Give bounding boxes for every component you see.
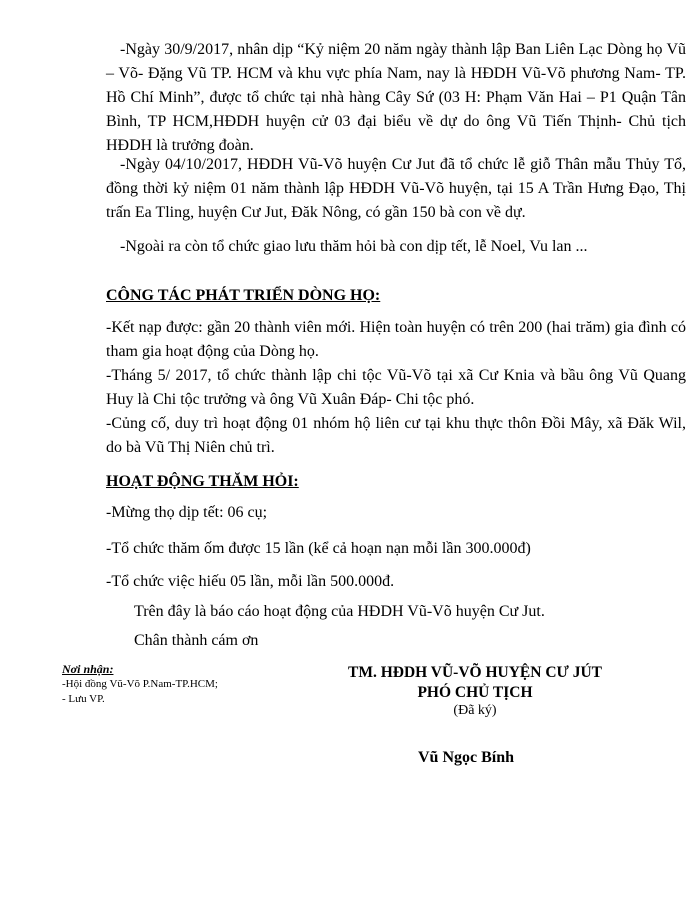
closing-thanks: Chân thành cám ơn (134, 632, 259, 649)
closing-summary: Trên đây là báo cáo hoạt động của HĐDH Vũ-Võ huyện Cư Jut. (134, 603, 545, 620)
signature-note: (Đã ký) (453, 703, 497, 718)
development-item-2: -Tháng 5/ 2017, tổ chức thành lập chi tộc Vũ-Võ tại xã Cư Knia và bầu ông Vũ Quang Huy là Chi tộc trưởng và ông Vũ Xuân Đáp- Chi tộc phó. (106, 367, 686, 408)
visits-item-1: -Mừng thọ dịp tết: 06 cụ; (106, 504, 268, 521)
signature-name: Vũ Ngọc Bính (418, 749, 515, 766)
visits-item-3: -Tổ chức việc hiếu 05 lần, mỗi lần 500.000đ. (106, 573, 395, 590)
paragraph-other-activities: -Ngoài ra còn tổ chức giao lưu thăm hỏi bà con dịp tết, lễ Noel, Vu lan ... (120, 238, 588, 255)
visits-item-2: -Tổ chức thăm ốm được 15 lần (kể cả hoạn nạn mỗi lần 300.000đ) (106, 540, 531, 557)
recipients-block (62, 662, 218, 707)
paragraph-anniversary-hcm: -Ngày 30/9/2017, nhân dịp “Kỷ niệm 20 năm ngày thành lập Ban Liên Lạc Dòng họ Vũ – Võ- Đặng Vũ TP. HCM và khu vực phía Nam, nay là HĐDH Vũ-Võ phương Nam- TP. Hồ Chí Minh”, được tổ chức tại nhà hàng Cây Sứ (03 H: Phạm Văn Hai – P1 Quận Tân Bình, TP HCM,HĐDH huyện cử 03 đại biểu về dự do ông Vũ Tiến Thịnh- Chủ tịch HĐDH là trưởng đoàn. (106, 41, 686, 154)
recipient-item: - Lưu VP. (62, 693, 105, 705)
section-heading-visits: HOẠT ĐỘNG THĂM HỎI: (106, 473, 299, 490)
development-item-3: -Củng cố, duy trì hoạt động 01 nhóm hộ liên cư tại khu thực thôn Đồi Mây, xã Đăk Wil, do bà Vũ Thị Niên chủ trì. (106, 415, 686, 456)
paragraph-memorial-ceremony: -Ngày 04/10/2017, HĐDH Vũ-Võ huyện Cư Jut đã tổ chức lễ giỗ Thân mẫu Thủy Tổ, đồng thời kỷ niệm 01 năm thành lập HĐDH Vũ-Võ huyện, tại 15 A Trần Hưng Đạo, Thị trấn Ea Tling, huyện Cư Jut, Đăk Nông, có gần 150 bà con về dự. (106, 156, 686, 221)
development-item-1: -Kết nạp được: gần 20 thành viên mới. Hiện toàn huyện có trên 200 (hai trăm) gia đình có tham gia hoạt động của Dòng họ. (106, 319, 686, 360)
recipients-title: Nơi nhận: (62, 662, 114, 676)
signature-organization: TM. HĐDH VŨ-VÕ HUYỆN CƯ JÚT (347, 664, 603, 681)
signature-role: PHÓ CHỦ TỊCH (417, 684, 533, 701)
section-heading-development: CÔNG TÁC PHÁT TRIỂN DÒNG HỌ: (106, 287, 381, 304)
recipient-item: -Hội đồng Vũ-Võ P.Nam-TP.HCM; (62, 678, 218, 690)
